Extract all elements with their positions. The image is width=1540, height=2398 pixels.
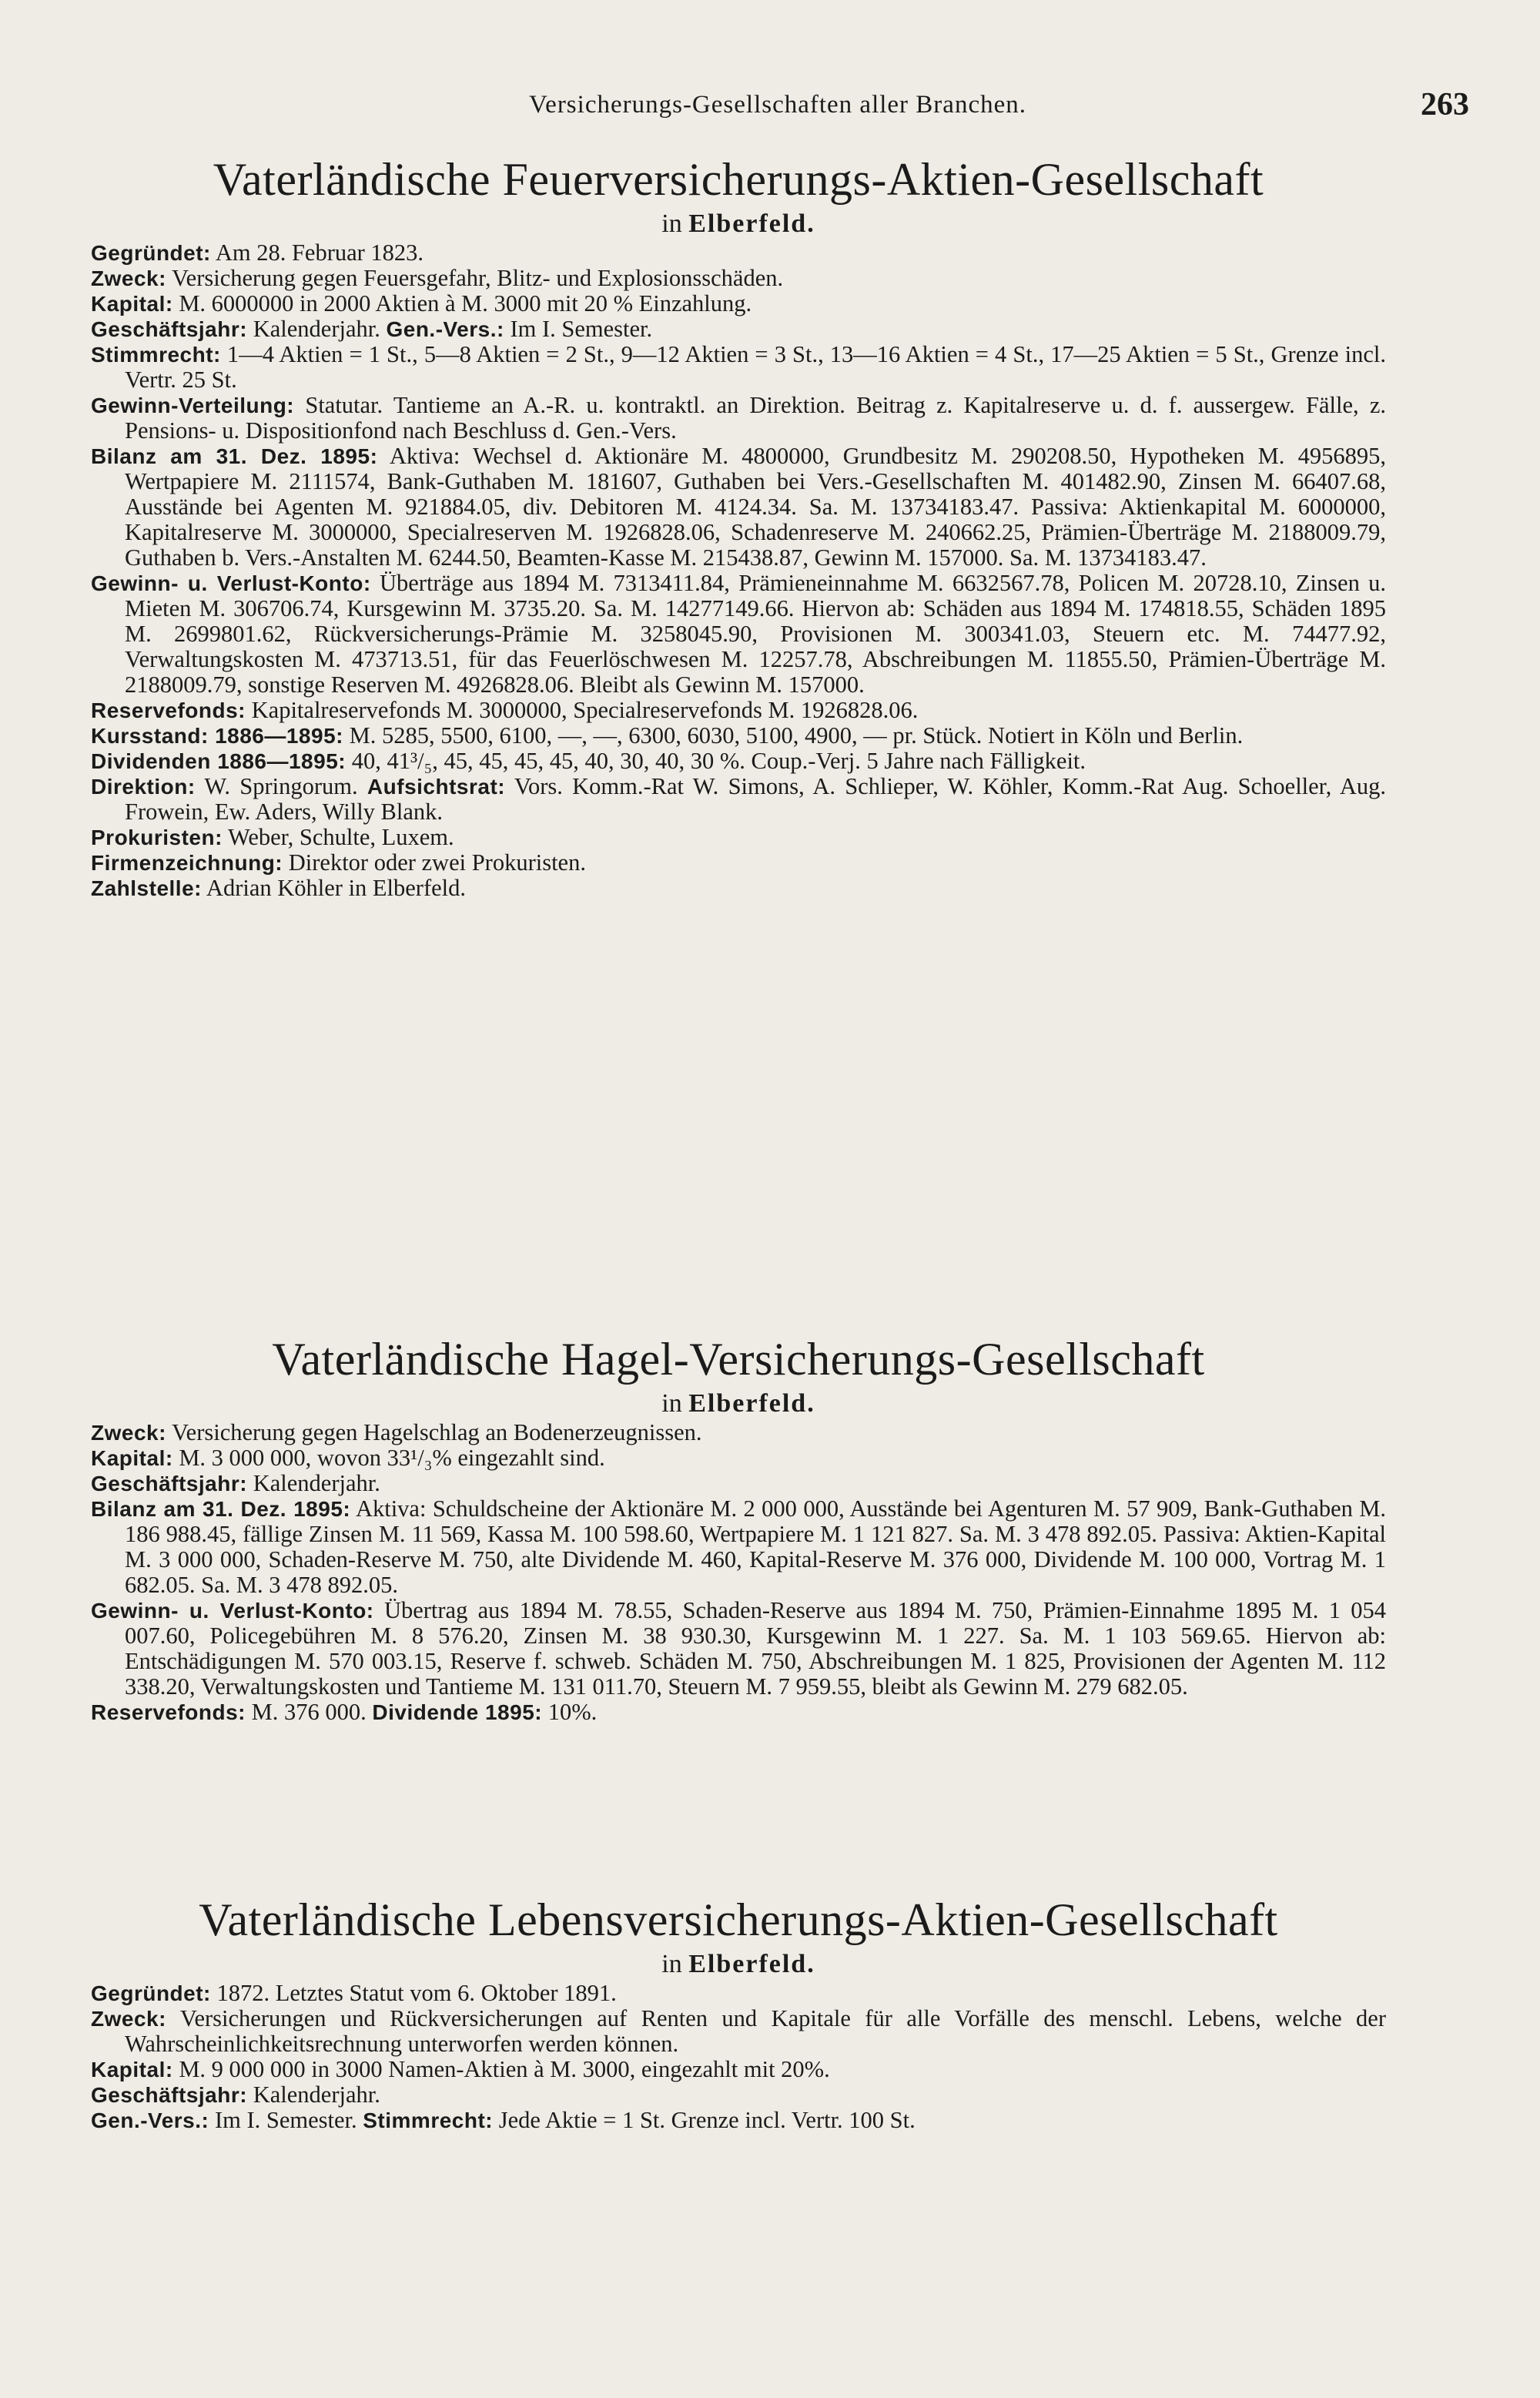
entry-paragraph: [91, 2006, 1386, 2057]
field-label: Geschäftsjahr:: [91, 2083, 248, 2107]
field-label: Dividenden 1886—1895:: [91, 749, 346, 773]
field-text: 40, 41³/₅, 45, 45, 45, 45, 40, 30, 40, 30 %. Coup.-Verj. 5 Jahre nach Fälligkeit.: [346, 748, 1086, 774]
entry-title: Vaterländische Hagel-Versicherungs-Gesellschaft: [272, 1334, 1205, 1385]
entry-paragraph: [91, 1700, 1386, 1725]
entry-paragraph: [91, 1420, 1386, 1445]
field-text: Aktiva: Wechsel d. Aktionäre M. 4800000, Grundbesitz M. 290208.50, Hypotheken M. 4956895, Wertpapiere M. 2111574, Bank-Guthaben M. 181607, Guthaben bei Vers.-Gesellschaften M. 401482.90, Zinsen M. 66407.68, Ausstände bei Agenten M. 921884.05, div. Debitoren M. 4124.34. Sa. M. 13734183.47. Passiva: Aktienkapital M. 6000000, Kapitalreserve M. 3000000, Specialreserven M. 1926828.06, Schadenreserve M. 240662.25, Prämien-Überträge M. 2188009.79, Guthaben b. Vers.-Anstalten M. 6244.50, Beamten-Kasse M. 215438.87, Gewinn M. 157000. Sa. M. 13734183.47.: [125, 443, 1386, 571]
field-label: Kapital:: [91, 292, 173, 316]
entry-paragraph: [91, 1981, 1386, 2006]
entry-body: [91, 1981, 1386, 2133]
field-text: Vors. Komm.-Rat W. Simons, A. Schlieper, W. Köhler, Komm.-Rat Aug. Schoeller, Aug. Frowein, Ew. Aders, Willy Blank.: [125, 773, 1386, 825]
field-label: Prokuristen:: [91, 826, 223, 849]
field-label: Zweck:: [91, 1421, 166, 1445]
entry-paragraph: [91, 240, 1386, 266]
page-number: 263: [1421, 87, 1469, 122]
entry-location: in Elberfeld.: [661, 1950, 815, 1978]
field-text: Versicherung gegen Hagelschlag an Bodenerzeugnissen.: [166, 1419, 702, 1445]
field-text: Kalenderjahr.: [247, 1470, 380, 1496]
entry-paragraph: [91, 2082, 1386, 2108]
entry-paragraph: [91, 774, 1386, 825]
field-text: Jede Aktie = 1 St. Grenze incl. Vertr. 100 St.: [493, 2107, 916, 2133]
field-label: Dividende 1895:: [372, 1700, 543, 1724]
field-label: Reservefonds:: [91, 698, 246, 722]
entry-paragraph: [91, 291, 1386, 316]
entry-paragraph: [91, 825, 1386, 850]
field-label: Aufsichtsrat:: [367, 775, 506, 799]
entry-title: Vaterländische Feuerversicherungs-Aktien-Gesellschaft: [213, 154, 1264, 205]
field-label: Reservefonds:: [91, 1700, 246, 1724]
field-label: Gen.-Vers.:: [91, 2108, 209, 2132]
entry-paragraph: [91, 749, 1386, 774]
entry-title: Vaterländische Lebensversicherungs-Aktien-Gesellschaft: [199, 1894, 1278, 1945]
field-text: 1—4 Aktien = 1 St., 5—8 Aktien = 2 St., 9—12 Aktien = 3 St., 13—16 Aktien = 4 St., 17—25 Aktien = 5 St., Grenze incl. Vertr. 25 St.: [125, 341, 1386, 393]
entry-paragraph: [91, 1445, 1386, 1471]
field-label: Stimmrecht:: [363, 2108, 494, 2132]
field-label: Gewinn- u. Verlust-Konto:: [91, 571, 371, 595]
field-text: M. 9 000 000 in 3000 Namen-Aktien à M. 3000, eingezahlt mit 20%.: [172, 2056, 830, 2082]
field-label: Zweck:: [91, 266, 166, 290]
field-text: Kalenderjahr.: [247, 2082, 380, 2108]
entry-paragraph: [91, 342, 1386, 393]
field-text: M. 3 000 000, wovon 33¹/₃% eingezahlt sind.: [172, 1445, 605, 1471]
field-label: Kapital:: [91, 1446, 173, 1470]
field-text: Im I. Semester.: [504, 316, 653, 342]
field-text: W. Springorum.: [195, 773, 367, 799]
field-label: Gen.-Vers.:: [386, 317, 504, 341]
field-label: Zahlstelle:: [91, 876, 202, 900]
field-text: Kalenderjahr.: [247, 316, 387, 342]
field-label: Gewinn- u. Verlust-Konto:: [91, 1599, 374, 1623]
field-text: Adrian Köhler in Elberfeld.: [201, 875, 467, 901]
field-text: Im I. Semester.: [209, 2107, 363, 2133]
field-text: Am 28. Februar 1823.: [210, 239, 424, 266]
field-text: Weber, Schulte, Luxem.: [222, 824, 454, 850]
field-label: Kursstand: 1886—1895:: [91, 724, 343, 748]
entry-location: in Elberfeld.: [661, 1389, 815, 1418]
entry-lebensversicherung: [91, 1893, 1386, 2133]
entry-paragraph: [91, 2057, 1386, 2082]
field-label: Stimmrecht:: [91, 343, 221, 367]
entry-paragraph: [91, 1598, 1386, 1700]
entry-paragraph: [91, 723, 1386, 749]
entry-feuerversicherung: [91, 152, 1386, 901]
running-head: Versicherungs-Gesellschaften aller Branchen.: [529, 91, 1026, 119]
field-text: Versicherungen und Rückversicherungen auf Renten und Kapitale für alle Vorfälle des menschl. Lebens, welche der Wahrscheinlichkeitsrechnung unterworfen werden können.: [125, 2005, 1386, 2057]
field-label: Zweck:: [91, 2007, 166, 2031]
field-text: Statutar. Tantieme an A.-R. u. kontraktl. an Direktion. Beitrag z. Kapitalreserve u. d. f. aussergew. Fälle, z. Pensions- u. Dispositionfond nach Beschluss d. Gen.-Vers.: [125, 392, 1386, 444]
field-label: Bilanz am 31. Dez. 1895:: [91, 1497, 351, 1521]
field-label: Bilanz am 31. Dez. 1895:: [91, 444, 378, 468]
field-label: Direktion:: [91, 775, 196, 799]
field-text: Direktor oder zwei Prokuristen.: [283, 849, 586, 876]
field-text: Überträge aus 1894 M. 7313411.84, Prämieneinnahme M. 6632567.78, Policen M. 20728.10, Zinsen u. Mieten M. 306706.74, Kursgewinn M. 3735.20. Sa. M. 14277149.66. Hiervon ab: Schäden aus 1894 M. 174818.55, Schäden 1895 M. 2699801.62, Rückversicherungs-Prämie M. 3258045.90, Provisionen M. 300341.03, Steuern etc. M. 74477.92, Verwaltungskosten M. 473713.51, für das Feuerlöschwesen M. 12257.78, Abschreibungen M. 11855.50, Prämien-Überträge M. 2188009.79, sonstige Reserven M. 4926828.06. Bleibt als Gewinn M. 157000.: [125, 570, 1387, 698]
field-label: Gegründet:: [91, 1981, 211, 2005]
field-text: M. 6000000 in 2000 Aktien à M. 3000 mit 20 % Einzahlung.: [172, 290, 752, 316]
field-label: Geschäftsjahr:: [91, 317, 248, 341]
field-label: Gewinn-Verteilung:: [91, 394, 295, 417]
field-text: 1872. Letztes Statut vom 6. Oktober 1891.: [210, 1980, 617, 2006]
entry-paragraph: [91, 850, 1386, 876]
field-text: Kapitalreservefonds M. 3000000, Specialreservefonds M. 1926828.06.: [246, 697, 919, 723]
field-text: Aktiva: Schuldscheine der Aktionäre M. 2 000 000, Ausstände bei Agenturen M. 57 909, Bank-Guthaben M. 186 988.45, fällige Zinsen M. 11 569, Kassa M. 100 598.60, Wertpapiere M. 1 121 827. Sa. M. 3 478 892.05. Passiva: Aktien-Kapital M. 3 000 000, Schaden-Reserve M. 750, alte Dividende M. 460, Kapital-Reserve M. 376 000, Dividende M. 100 000, Vortrag M. 1 682.05. Sa. M. 3 478 892.05.: [125, 1495, 1387, 1598]
entry-hagelversicherung: [91, 1332, 1386, 1725]
entry-location: in Elberfeld.: [661, 209, 815, 238]
entry-body: [91, 1420, 1386, 1725]
entry-paragraph: [91, 1471, 1386, 1496]
field-text: M. 5285, 5500, 6100, —, —, 6300, 6030, 5100, 4900, — pr. Stück. Notiert in Köln und Berlin.: [343, 722, 1244, 749]
entry-paragraph: [91, 571, 1386, 698]
entry-paragraph: [91, 1496, 1386, 1598]
entry-paragraph: [91, 698, 1386, 723]
entry-paragraph: [91, 266, 1386, 291]
field-text: Übertrag aus 1894 M. 78.55, Schaden-Reserve aus 1894 M. 750, Prämien-Einnahme 1895 M. 1 054 007.60, Policegebühren M. 8 576.20, Zinsen M. 38 930.30, Kursgewinn M. 1 227. Sa. M. 1 103 569.65. Hiervon ab: Entschädigungen M. 570 003.15, Reserve f. schweb. Schäden M. 750, Abschreibungen M. 1 825, Provisionen der Agenten M. 112 338.20, Verwaltungskosten und Tantieme M. 131 011.70, Steuern M. 7 959.55, bleibt als Gewinn M. 279 682.05.: [125, 1597, 1386, 1700]
entry-paragraph: [91, 393, 1386, 444]
field-label: Kapital:: [91, 2058, 173, 2082]
entry-paragraph: [91, 444, 1386, 571]
field-label: Gegründet:: [91, 241, 211, 265]
field-text: Versicherung gegen Feuersgefahr, Blitz- und Explosionsschäden.: [166, 265, 784, 291]
field-label: Geschäftsjahr:: [91, 1472, 248, 1495]
entry-paragraph: [91, 876, 1386, 901]
entry-body: [91, 240, 1386, 901]
field-text: M. 376 000.: [246, 1699, 373, 1725]
entry-paragraph: [91, 2108, 1386, 2133]
field-text: 10%.: [542, 1699, 598, 1725]
field-label: Firmenzeichnung:: [91, 851, 283, 875]
entry-paragraph: [91, 316, 1386, 342]
